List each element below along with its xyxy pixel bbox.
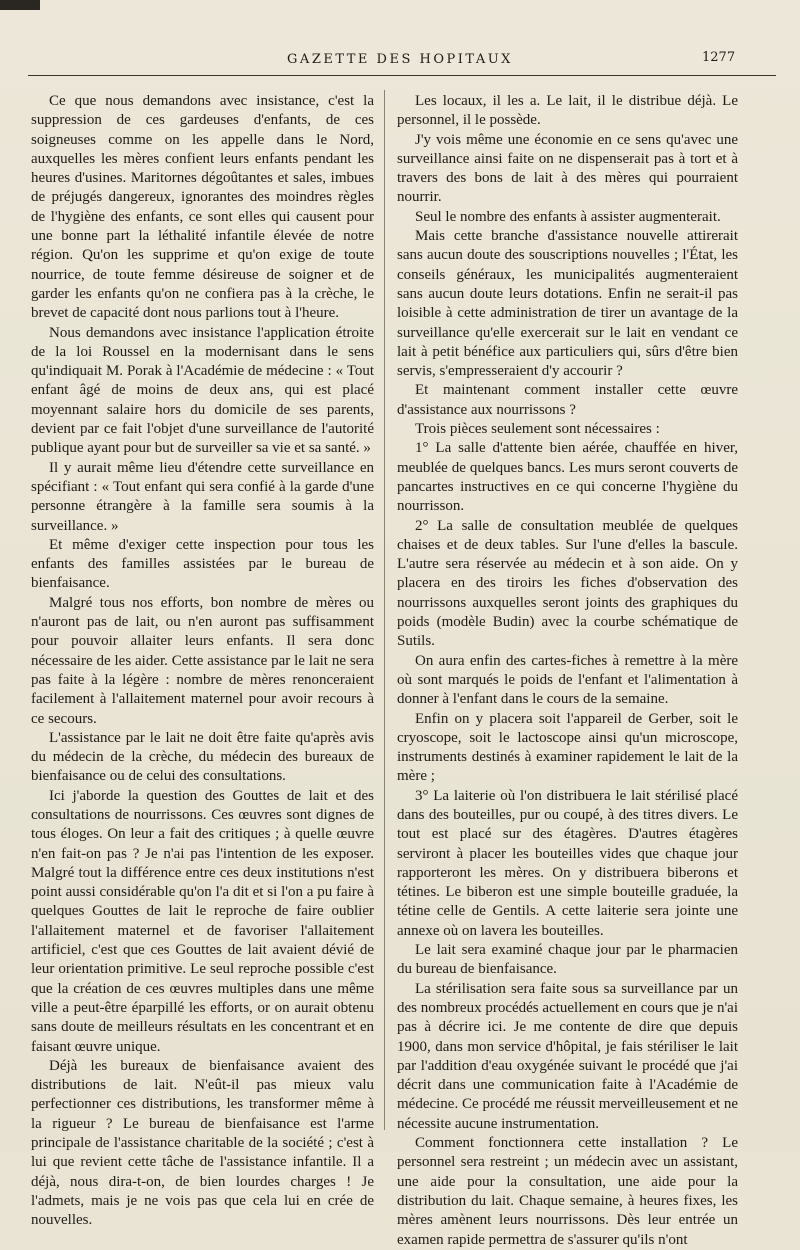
paragraph: L'assistance par le lait ne doit être faite qu'après avis du médecin de la crèche, du médecin des bureaux de bienfaisance ou de celui des consultations. (31, 729, 374, 785)
paragraph: Seul le nombre des enfants à assister augmenterait. (415, 208, 721, 225)
paragraph: Mais cette branche d'assistance nouvelle attirerait sans aucun doute des souscriptions nouvelles ; l'État, les conseils généraux, les municipalités augmenteraient sans aucun doute leurs dotations. Enfin ne serait-il pas loisible à cette administration de tirer un avantage de la surveillance qu'elle exercerait sur le lait en vendant ce lait à petit bénéfice aux particuliers qui, sûrs d'être bien servis, s'empresseraient d'y accourir ? (397, 228, 738, 380)
paragraph: Nous demandons avec insistance l'application étroite de la loi Roussel en la modernisant dans le sens qu'indiquait M. Porak à l'Académie de médecine : « Tout enfant âgé de moins de deux ans, qui est placé moyennant salaire hors du domicile de ses parents, devient par ce fait l'objet d'une surveillance de l'autorité publique ayant pour but de surveiller sa vie et sa santé. » (31, 324, 374, 457)
paragraph: Déjà les bureaux de bienfaisance avaient des distributions de lait. N'eût-il pas mieux valu perfectionner ces distributions, les transformer même à la rigueur ? Le bureau de bienfaisance est l'arme principale de l'assistance charitable de la société ; c'est à lui que revient cette tâche de l'assistance infantile. Il a déjà, nous dira-t-on, de bien lourdes charges ! Je l'admets, mais je ne vois pas que cela lui en crée de nouvelles. (31, 1057, 374, 1229)
paragraph: Les locaux, il les a. Le lait, il le distribue déjà. Le personnel, il le possède. (397, 93, 738, 129)
paragraph: Enfin on y placera soit l'appareil de Gerber, soit le cryoscope, soit le lactoscope ainsi qu'un microscope, instruments destinés à examiner rapidement le lait de la mère ; (397, 710, 738, 785)
paragraph: Le lait sera examiné chaque jour par le pharmacien du bureau de bienfaisance. (397, 942, 738, 978)
paragraph: Trois pièces seulement sont nécessaires : (415, 421, 660, 438)
header-rule (28, 75, 776, 76)
paragraph: La stérilisation sera faite sous sa surveillance par un des nombreux procédés actuellement en cours que je n'ai pas à décrire ici. Je me contente de dire que depuis 1900, dans mon service d'hôpital, je fais stériliser le lait par l'addition d'eau oxygénée suivant le procédé que j'ai décrit dans une communication faite à l'Académie de médecine. Ce procédé me réussit merveilleusement et ne nécessite aucune instrumentation. (397, 980, 738, 1132)
running-head: GAZETTE DES HOPITAUX (287, 52, 513, 67)
paragraph: 3° La laiterie où l'on distribuera le lait stérilisé placé dans des bouteilles, pur ou coupé, à des titres divers. Le tout est placé sur des étagères. D'autres étagères serviront à placer les bouteilles vides que chaque jour rapporteront les mères. On y distribuera biberons et tétines. Le biberon est une simple bouteille graduée, la tétine celle de Gentils. A cette laiterie sera jointe une annexe où on lavera les bouteilles. (397, 787, 738, 939)
paragraph: Et même d'exiger cette inspection pour tous les enfants des familles assistées par le bureau de bienfaisance. (31, 536, 374, 592)
left-column (31, 92, 374, 1231)
paragraph: 2° La salle de consultation meublée de quelques chaises et de deux tables. Sur l'une d'elles la bascule. L'autre sera réservée au médecin et à son aide. On y placera en des tiroirs les fiches d'observation des nourrissons auxquelles seront joints des graphiques du poids (modèle Budin) avec la courbe schématique de Sutils. (397, 517, 738, 650)
page-number: 1277 (702, 50, 736, 65)
paragraph: Comment fonctionnera cette installation ? Le personnel sera restreint ; un médecin avec un assistant, une aide pour la consultation, une aide pour la distribution du lait. Chaque semaine, à heures fixes, les mères amènent leurs nourrissons. Dès leur entrée un examen rapide permettra de s'assurer qu'ils n'ont (397, 1135, 738, 1248)
paragraph: Malgré tous nos efforts, bon nombre de mères ou n'auront pas de lait, ou n'en auront pas suffisamment pour pouvoir allaiter leurs enfants. Il sera donc nécessaire de les aider. Cette assistance par le lait ne sera pas faite à la légère : nombre de mères renonceraient facilement à l'allaitement maternel pour avoir recours à ce secours. (31, 594, 374, 727)
paragraph: Ici j'aborde la question des Gouttes de lait et des consultations de nourrissons. Ces œuvres sont dignes de tous éloges. On leur a fait des critiques ; à quelle œuvre n'en fait-on pas ? Je n'ai pas l'intention de les exposer. Malgré tout la différence entre ces deux institutions n'est point aussi considérable qu'on l'a dit et si l'on a pu faire à quelques Gouttes de lait le reproche de faire oublier l'allaitement maternel et de favoriser l'allaitement artificiel, c'est que ces Gouttes de lait avaient dévié de leur orientation primitive. Le seul reproche possible c'est que la création de ces œuvres multiples dans une même ville a peut-être éparpillé les efforts, or on aurait obtenu sans doute de meilleurs résultats en les concentrant et en faisant œuvre unique. (31, 787, 374, 1055)
paragraph: 1° La salle d'attente bien aérée, chauffée en hiver, meublée de quelques bancs. Les murs seront couverts de pancartes instructives en ce qui concerne l'hygiène du nourrisson. (397, 440, 738, 515)
paragraph: J'y vois même une économie en ce sens qu'avec une surveillance ainsi faite on ne dispenserait pas à tort et à travers des bons de lait à des mères qui pourraient nourrir. (397, 131, 738, 206)
right-column (397, 92, 738, 1250)
paragraph: Il y aurait même lieu d'étendre cette surveillance en spécifiant : « Tout enfant qui sera confié à la garde d'une personne étrangère à la famille sera soumis à la surveillance. » (31, 459, 374, 534)
column-divider (384, 90, 385, 1130)
paragraph: Ce que nous demandons avec insistance, c'est la suppression de ces gardeuses d'enfants, de ces soigneuses comme on les appelle dans le Nord, auxquelles les mères confient leurs enfants pendant les heures d'usines. Maritornes dégoûtantes et sales, imbues de préjugés dangereux, ignorantes des moindres règles de l'hygiène des enfants, ce sont elles qui causent pour une bonne part la léthalité infantile élevée de notre région. Qu'on les supprime et qu'on exige de toute nourrice, de toute femme désireuse de soigner et de garder les enfants qu'on ne confiera pas à la crèche, le brevet de capacité dont nous parlions tout à l'heure. (31, 93, 374, 322)
scan-corner-mark (0, 0, 40, 10)
paragraph: Et maintenant comment installer cette œuvre d'assistance aux nourrissons ? (397, 382, 738, 418)
paragraph: On aura enfin des cartes-fiches à remettre à la mère où sont marqués le poids de l'enfant et l'alimentation à donner à l'enfant dans le cours de la semaine. (397, 652, 738, 708)
